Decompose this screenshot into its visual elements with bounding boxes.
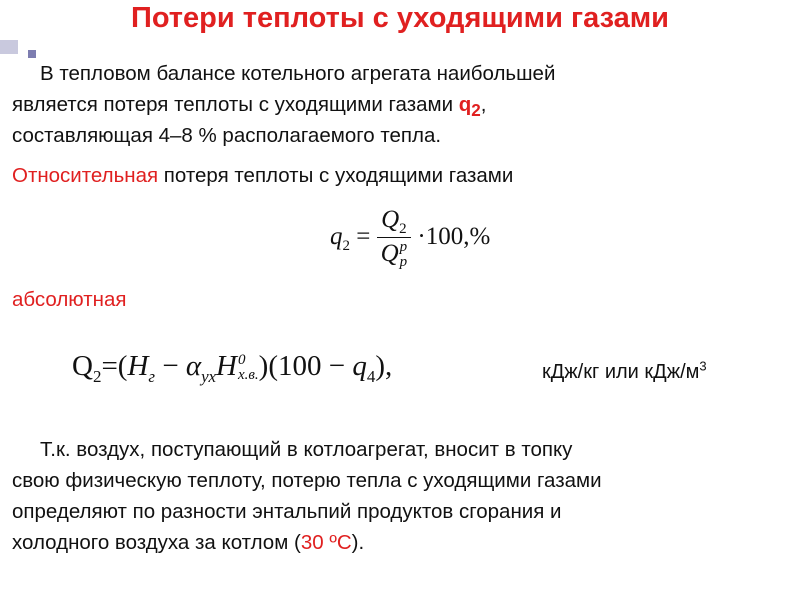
intro-paragraph	[12, 58, 772, 151]
intro-line-1: В тепловом балансе котельного агрегата наибольшей	[40, 62, 556, 85]
temperature-value: 30 ºС	[300, 531, 352, 554]
formula-absolute: $Q_2=(H_г - \alpha_{ух}H$ 0 х.в. )$(100 - q_4)$,	[72, 350, 393, 386]
note-line-1: Т.к. воздух, поступающий в котлоагрегат, вносит в топку	[40, 438, 573, 461]
fraction	[377, 206, 412, 270]
absolute-label: абсолютная	[12, 288, 127, 311]
intro-line-2: является потеря теплоты с уходящими газами $q_2$,	[12, 93, 487, 121]
relative-loss-line: Относительная потеря теплоты с уходящими газами	[12, 164, 514, 187]
intro-line-3: составляющая 4–8 % располагаемого тепла.	[12, 124, 442, 147]
relative-highlight: Относительная	[12, 164, 159, 187]
slide-title: Потери теплоты с уходящими газами	[130, 2, 670, 34]
formula-relative: $q_2$ = $Q_2$ Q p p ·100,%	[330, 206, 491, 271]
q2-symbol: $q_2$	[458, 93, 481, 121]
fraction-numerator: $Q_2$	[377, 206, 411, 238]
decor-bar-dark	[28, 50, 36, 58]
note-line-4: холодного воздуха за котлом (30 ºС).	[12, 531, 365, 554]
decor-bar-light	[0, 40, 18, 54]
fraction-denominator: Q p p	[380, 239, 408, 271]
note-line-3: определяют по разности энтальпий продуктов сгорания и	[12, 500, 562, 523]
note-line-2: свою физическую теплоту, потерю тепла с уходящими газами	[12, 469, 602, 492]
units-label: кДж/кг или кДж/$м^3$	[542, 358, 707, 383]
note-paragraph	[12, 434, 772, 558]
